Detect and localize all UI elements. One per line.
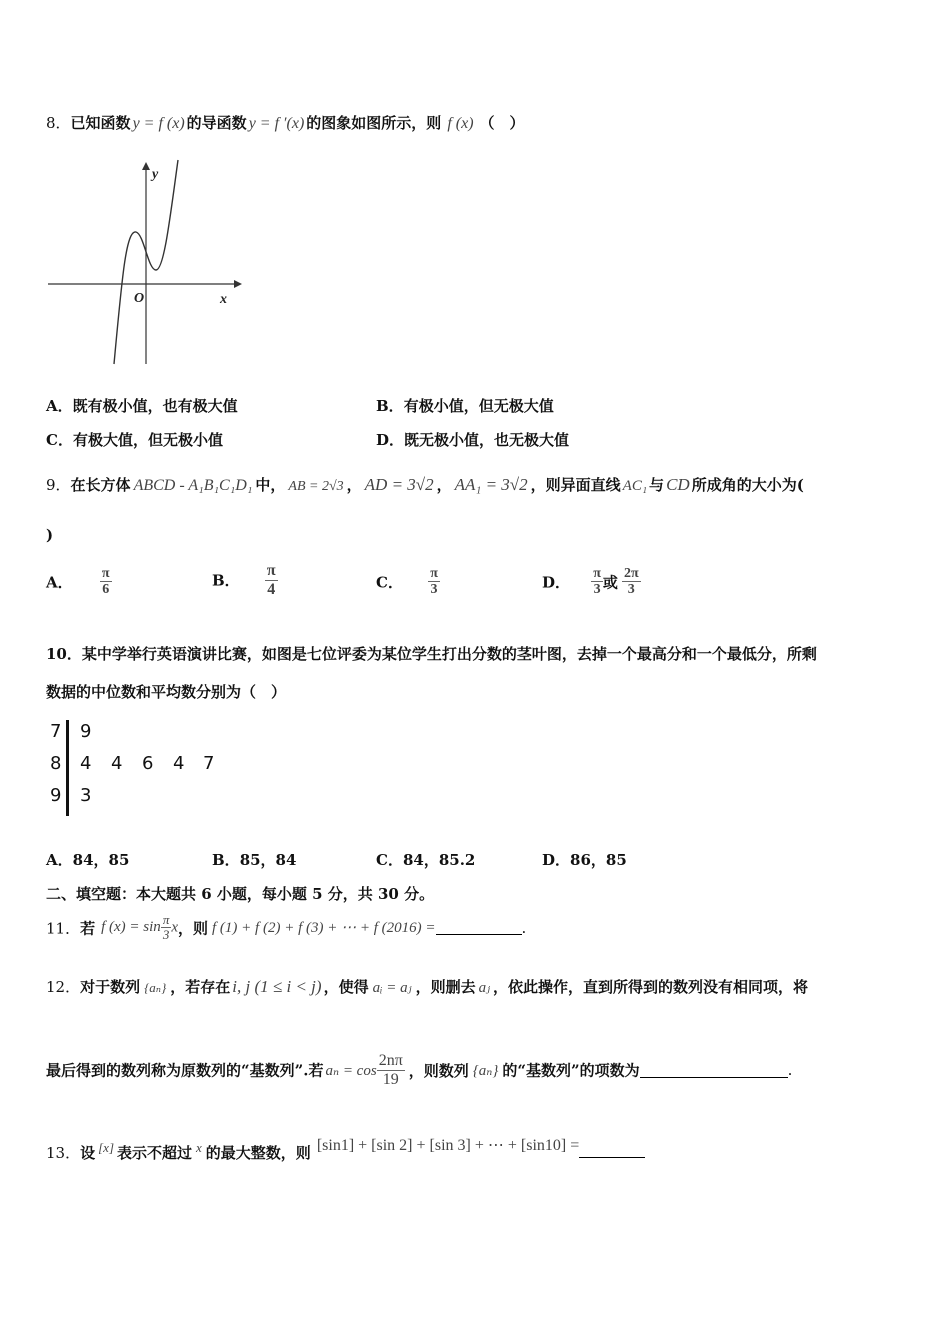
q8-option-d[interactable]: D．既无极小值，也无极大值 [376,431,570,449]
q8-option-a[interactable]: A．既有极小值，也有极大值 [46,397,238,415]
stem-8: 8 [50,753,62,774]
q12-number: 12． [46,978,81,996]
q10-option-a[interactable]: A．84，85 [46,851,130,869]
q8-option-b[interactable]: B．有极小值，但无极大值 [376,397,554,415]
leaf: 4 [173,753,185,774]
q9-option-b[interactable]: B． $\frac{\pi}{4}$ [212,562,276,598]
q9-stem: 9．在长方体 ABCD - A₁B₁C₁D₁ 中， AB = 2√3 ， AD = 3√2 ， AA₁ = 3√2 ，则异面直线 AC₁ 与 CD 所成角的大小为( [46,475,804,494]
x-axis-arrow-icon [234,280,242,288]
leaf: 7 [203,753,215,774]
q8-func: y = f (x) [132,115,185,132]
q13-number: 13． [46,1144,81,1162]
q10-stem-line2: 数据的中位数和平均数分别为（ ） [46,683,287,701]
stem-9: 9 [50,785,62,806]
leaf: 9 [80,721,92,742]
q8-derivative-graph [44,158,246,368]
q13-sum: [sin1] + [sin 2] + [sin 3] + ⋯ + [sin10] = [316,1137,580,1154]
q12-stem-line1: 12．对于数列 {aₙ} ，若存在 i, j (1 ≤ i < j) ，使得 aᵢ = aⱼ ，则删去 aⱼ ，依此操作，直到所得到的数列没有相同项，将 [46,977,809,996]
q13-answer-blank[interactable] [579,1143,645,1158]
q9-number: 9． [46,476,71,494]
q12-stem-line2: 最后得到的数列称为原数列的“基数列”.若 aₙ = cos $\frac{2n\pi}{19}$ ，则数列 {aₙ} 的“基数列”的项数为 . [46,1052,793,1088]
leaf: 6 [142,753,154,774]
q9-option-c[interactable]: C． $\frac{\pi}{3}$ [376,566,438,598]
q9-close-paren: ) [46,526,54,544]
leaf: 4 [80,753,92,774]
q11-answer-blank[interactable] [436,920,522,935]
leaf: 3 [80,785,92,806]
q8-stem: 8．已知函数 y = f (x) 的导函数 y = f ′(x) 的图象如图所示，则 f (x) （ ） [46,114,525,132]
leaf: 4 [111,753,123,774]
q10-option-d[interactable]: D．86，85 [542,851,627,869]
q12-answer-blank[interactable] [640,1063,788,1078]
stem-leaf-divider [66,720,69,816]
q10-stem-line1: 10．某中学举行英语演讲比赛，如图是七位评委为某位学生打出分数的茎叶图，去掉一个最高分和一个最低分，所剩 [46,645,817,663]
q8-option-c[interactable]: C．有极大值，但无极小值 [46,431,223,449]
q8-derivative: y = f ′(x) [248,115,305,132]
stem-leaf-plot [46,718,246,818]
q11-stem: 11．若 f (x) = sin $\frac{\pi}{3}$ x，则 f (1) + f (2) + f (3) + ⋯ + f (2016) = . [46,912,527,943]
q11-sum: f (1) + f (2) + f (3) + ⋯ + f (2016) = [212,920,436,937]
y-axis-arrow-icon [142,162,150,170]
q9-option-a[interactable]: A． $\frac{\pi}{6}$ [46,566,110,598]
q13-stem: 13．设 [x] 表示不超过 x 的最大整数，则 [sin1] + [sin 2] + [sin 3] + ⋯ + [sin10] = [46,1142,645,1163]
stem-7: 7 [50,721,62,742]
q9-option-d[interactable]: D． $\frac{\pi}{3}$ 或 $\frac{2\pi}{3}$ [542,566,639,598]
x-axis-label: x [220,292,227,307]
q9-cuboid: ABCD - A₁B₁C₁D₁ [133,477,253,494]
origin-label: O [134,291,145,306]
q10-option-c[interactable]: C．84，85.2 [376,851,476,869]
q10-option-b[interactable]: B．85，84 [212,851,297,869]
q8-number: 8． [46,114,71,132]
y-axis-label: y [152,167,159,182]
q11-number: 11． [46,919,81,938]
section-heading: 二、填空题：本大题共 6 小题，每小题 5 分，共 30 分。 [46,885,435,903]
